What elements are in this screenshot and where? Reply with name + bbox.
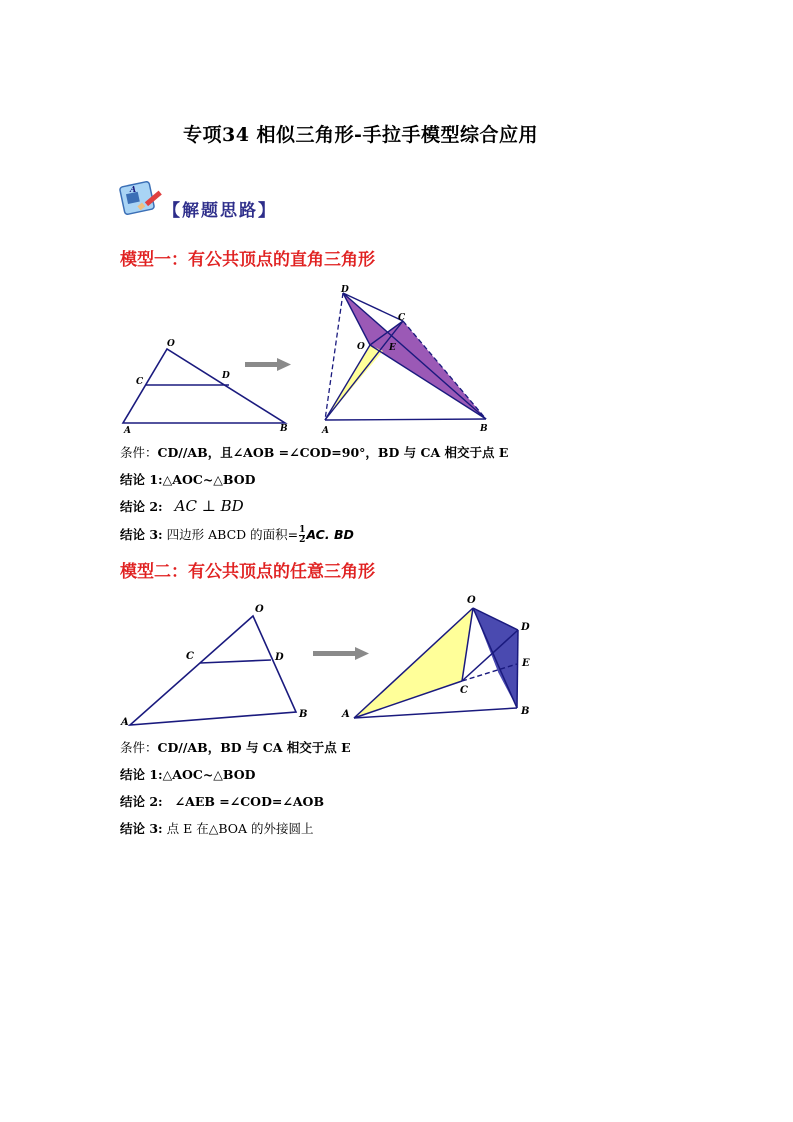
- model2-condition: 条件：CD//AB，BD 与 CA 相交于点 E: [120, 740, 351, 755]
- model1-condition: 条件：CD//AB，且∠AOB =∠COD=90°，BD 与 CA 相交于点 E: [120, 445, 509, 460]
- model1-left-figure: [115, 335, 300, 435]
- arrow-right-icon: [245, 358, 291, 372]
- label-O: O: [357, 342, 365, 352]
- model2-heading: 模型二：有公共顶点的任意三角形: [120, 562, 375, 582]
- model2-conclusion-3: 结论 3: 点 E 在△BOA 的外接圆上: [120, 821, 314, 836]
- model1-conclusion-1: 结论 1:△AOC~△BOD: [120, 472, 256, 487]
- model1-right-figure: [315, 283, 495, 435]
- label-A: A: [124, 426, 131, 435]
- label-B: B: [480, 424, 488, 434]
- svg-text:A: A: [130, 184, 137, 194]
- model1-conclusion-3: 结论 3: 四边形 ABCD 的面积= $\frac{1}{2}$ AC. BD: [120, 525, 354, 545]
- model2-conclusion-1: 结论 1:△AOC~△BOD: [120, 767, 256, 782]
- label-A: A: [342, 709, 350, 720]
- label-O: O: [255, 604, 264, 615]
- label-D: D: [521, 622, 530, 633]
- label-C: C: [398, 313, 406, 323]
- label-C: C: [460, 685, 468, 696]
- label-O: O: [467, 595, 476, 606]
- label-C: C: [186, 651, 194, 662]
- label-B: B: [299, 709, 308, 720]
- label-C: C: [136, 377, 144, 387]
- label-E: E: [389, 343, 396, 353]
- fraction-half: $\frac{1}{2}$: [299, 525, 306, 545]
- model2-conclusion-2: 结论 2: ∠AEB =∠COD=∠AOB: [120, 794, 325, 809]
- section-tag: 【解题思路】: [163, 201, 277, 221]
- label-O: O: [167, 339, 175, 349]
- label-D: D: [341, 285, 349, 295]
- label-E: E: [522, 658, 530, 669]
- label-D: D: [222, 371, 230, 381]
- label-A: A: [121, 717, 129, 728]
- model1-conclusion-2: 结论 2: AC ⊥ BD: [120, 497, 244, 515]
- label-D: D: [275, 652, 284, 663]
- label-B: B: [280, 424, 288, 434]
- model2-left-figure: [118, 600, 318, 732]
- notepad-pencil-icon: [118, 178, 164, 218]
- label-B: B: [521, 706, 530, 717]
- model2-right-figure: [340, 590, 540, 725]
- page-title: 专项34 相似三角形-手拉手模型综合应用: [183, 124, 538, 146]
- model1-heading: 模型一：有公共顶点的直角三角形: [120, 250, 375, 270]
- label-A: A: [322, 426, 329, 435]
